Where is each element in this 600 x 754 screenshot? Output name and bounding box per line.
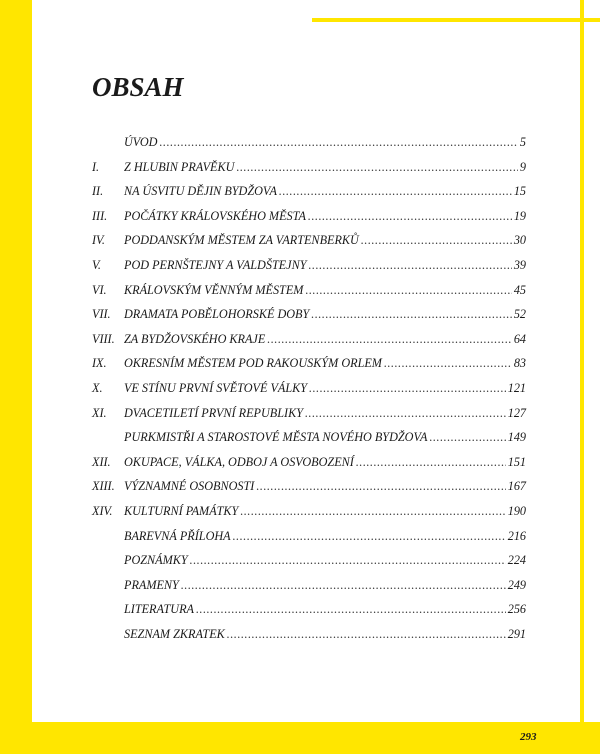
toc-chapter-title: ÚVOD [124, 135, 158, 149]
toc-chapter-title: VÝZNAMNÉ OSOBNOSTI [124, 479, 255, 494]
table-of-contents [92, 135, 526, 651]
toc-entry [92, 283, 526, 308]
toc-entry [92, 504, 526, 529]
toc-chapter-number: V. [92, 257, 101, 272]
toc-page-number: 64 [513, 331, 526, 346]
toc-dot-leader [267, 332, 512, 347]
toc-dot-leader [361, 233, 512, 248]
toc-chapter-number: XII. [92, 454, 111, 469]
toc-dot-leader [309, 381, 506, 396]
toc-entry [92, 258, 526, 283]
toc-chapter-title: BAREVNÁ PŘÍLOHA [124, 528, 231, 543]
toc-entry [92, 233, 526, 258]
toc-page-number: 190 [507, 503, 526, 518]
toc-page-number: 291 [507, 626, 526, 641]
toc-entry [92, 135, 526, 160]
toc-chapter-title: KULTURNÍ PAMÁTKY [124, 503, 239, 518]
toc-dot-leader [305, 283, 511, 298]
toc-page-number: 121 [507, 380, 526, 395]
toc-dot-leader [227, 627, 506, 642]
toc-entry [92, 406, 526, 431]
toc-entry [92, 578, 526, 603]
toc-chapter-title: LITERATURA [124, 602, 194, 617]
toc-entry [92, 381, 526, 406]
toc-dot-leader [279, 184, 512, 199]
toc-page-number: 15 [513, 184, 526, 199]
toc-entry [92, 553, 526, 578]
toc-page-number: 249 [507, 577, 526, 592]
toc-dot-leader [429, 430, 505, 445]
toc-entry [92, 529, 526, 554]
toc-page-number: 45 [513, 282, 526, 297]
toc-page-number: 9 [519, 159, 526, 174]
toc-page-number: 256 [507, 602, 526, 617]
toc-dot-leader [305, 406, 506, 421]
toc-dot-leader [308, 209, 512, 224]
toc-entry [92, 627, 526, 652]
toc-chapter-number: IX. [92, 356, 107, 371]
toc-dot-leader [236, 160, 517, 175]
toc-chapter-title: PODDANSKÝM MĚSTEM ZA VARTENBERKŮ [124, 233, 359, 248]
top-yellow-line [312, 18, 600, 22]
toc-chapter-title: POZNÁMKY [124, 553, 188, 568]
toc-dot-leader [311, 307, 512, 322]
toc-page-number: 167 [507, 479, 526, 494]
toc-chapter-number: VIII. [92, 331, 115, 346]
toc-chapter-title: DRAMATA POBĚLOHORSKÉ DOBY [124, 307, 310, 322]
toc-page-number: 5 [519, 135, 526, 149]
toc-chapter-title: NA ÚSVITU DĚJIN BYDŽOVA [124, 184, 277, 199]
page-title: OBSAH [92, 72, 184, 102]
toc-chapter-number: VII. [92, 307, 111, 322]
toc-page-number: 30 [513, 233, 526, 248]
toc-page-number: 52 [513, 307, 526, 322]
toc-chapter-number: XIV. [92, 503, 113, 518]
toc-page-number: 216 [507, 528, 526, 543]
toc-entry [92, 430, 526, 455]
toc-chapter-number: II. [92, 184, 104, 199]
toc-chapter-title: Z HLUBIN PRAVĚKU [124, 159, 235, 174]
toc-chapter-number: I. [92, 159, 100, 174]
toc-chapter-title: DVACETILETÍ PRVNÍ REPUBLIKY [124, 405, 303, 420]
toc-page-number: 83 [513, 356, 526, 371]
bottom-yellow-bar [0, 722, 600, 754]
page-number: 293 [520, 731, 537, 743]
left-yellow-bar [0, 0, 32, 754]
toc-chapter-title: POČÁTKY KRÁLOVSKÉHO MĚSTA [124, 208, 306, 223]
toc-entry [92, 602, 526, 627]
toc-dot-leader [356, 455, 506, 470]
toc-chapter-number: III. [92, 208, 108, 223]
toc-chapter-title: OKRESNÍM MĚSTEM POD RAKOUSKÝM ORLEM [124, 356, 382, 371]
toc-chapter-number: X. [92, 380, 103, 395]
toc-entry [92, 479, 526, 504]
toc-chapter-number: IV. [92, 233, 105, 248]
toc-entry [92, 307, 526, 332]
toc-dot-leader [308, 258, 511, 273]
toc-entry [92, 209, 526, 234]
toc-chapter-number: VI. [92, 282, 107, 297]
toc-dot-leader [240, 504, 505, 519]
toc-page-number: 149 [507, 430, 526, 445]
toc-chapter-title: SEZNAM ZKRATEK [124, 626, 225, 641]
toc-entry [92, 356, 526, 381]
toc-dot-leader [181, 578, 506, 593]
toc-dot-leader [233, 529, 506, 544]
toc-dot-leader [160, 135, 518, 150]
toc-chapter-title: OKUPACE, VÁLKA, ODBOJ A OSVOBOZENÍ [124, 454, 354, 469]
toc-dot-leader [256, 479, 505, 494]
toc-chapter-number: XIII. [92, 479, 115, 494]
toc-entry [92, 332, 526, 357]
toc-dot-leader [384, 356, 512, 371]
toc-chapter-title: VE STÍNU PRVNÍ SVĚTOVÉ VÁLKY [124, 380, 308, 395]
toc-chapter-title: PURKMISTŘI A STAROSTOVÉ MĚSTA NOVÉHO BYDŽOVA [124, 430, 428, 445]
toc-chapter-number: XI. [92, 405, 107, 420]
toc-page-number: 39 [513, 257, 526, 272]
toc-chapter-title: ZA BYDŽOVSKÉHO KRAJE [124, 331, 266, 346]
toc-entry [92, 455, 526, 480]
toc-chapter-title: PRAMENY [124, 577, 179, 592]
toc-entry [92, 160, 526, 185]
toc-chapter-title: POD PERNŠTEJNY A VALDŠTEJNY [124, 257, 307, 272]
toc-page-number: 224 [507, 553, 526, 568]
toc-page-number: 151 [507, 454, 526, 469]
toc-dot-leader [190, 553, 506, 568]
toc-entry [92, 184, 526, 209]
toc-dot-leader [196, 602, 506, 617]
toc-chapter-title: KRÁLOVSKÝM VĚNNÝM MĚSTEM [124, 282, 304, 297]
toc-page-number: 127 [507, 405, 526, 420]
toc-page-number: 19 [513, 208, 526, 223]
right-yellow-line [580, 0, 584, 722]
